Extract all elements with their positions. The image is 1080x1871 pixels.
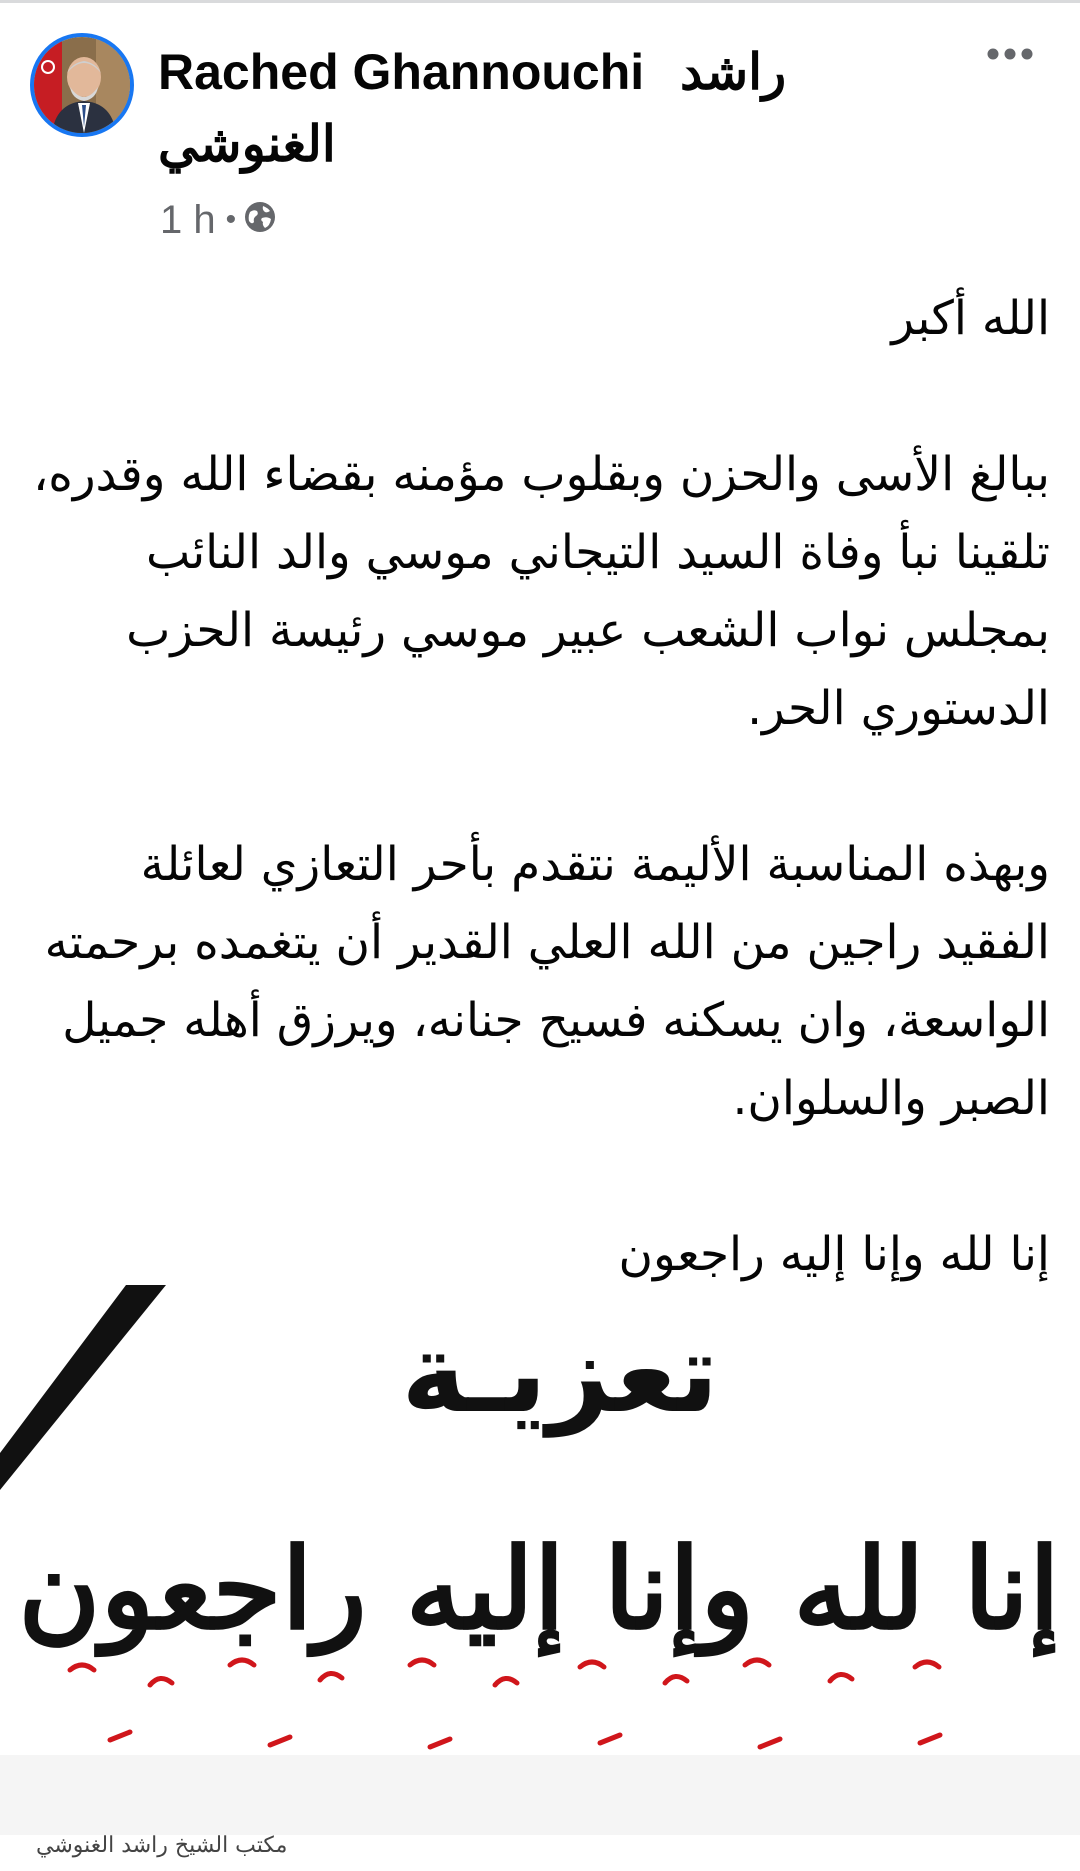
meta-separator: • — [225, 203, 237, 236]
author-name-ar[interactable]: راشد — [680, 44, 787, 100]
top-divider — [0, 0, 1080, 3]
author-avatar[interactable] — [30, 33, 134, 137]
post-paragraph: إنا لله وإنا إليه راجعون — [618, 1227, 1050, 1282]
post-paragraph: ببالغ الأسى والحزن وبقلوب مؤمنه بقضاء الله وقدره، تلقينا نبأ وفاة السيد التيجاني موسي والد النائب بمجلس نواب الشعب عبير موسي رئيسة الحزب الدستوري الحر. — [33, 447, 1050, 736]
post-text — [20, 280, 1050, 1294]
globe-icon — [244, 198, 276, 243]
author-name-en[interactable]: Rached Ghannouchi — [158, 44, 645, 100]
office-signature: مكتب الشيخ راشد الغنوشي — [36, 1833, 288, 1858]
post-timestamp[interactable]: 1 h — [160, 197, 216, 242]
condolence-verse: إنا لله وإنا إليه راجعون — [18, 1524, 1060, 1655]
post-meta — [160, 196, 276, 244]
condolence-title: تعزيـة — [401, 1309, 719, 1437]
post-image[interactable] — [0, 1285, 1080, 1871]
post-paragraph: الله أكبر — [891, 291, 1050, 346]
post-paragraph: وبهذه المناسبة الأليمة نتقدم بأحر التعازي لعائلة الفقيد راجين من الله العلي القدير أن يتغمده برحمته الواسعة، وان يسكنه فسيح جنانه، ويرزق أهله جميل الصبر والسلوان. — [44, 837, 1050, 1126]
more-dots-icon — [987, 48, 1033, 60]
author-name[interactable] — [158, 36, 798, 172]
avatar-photo — [34, 37, 130, 133]
more-options-button[interactable] — [978, 28, 1042, 80]
author-name-ar-line2[interactable]: الغنوشي — [158, 116, 336, 172]
